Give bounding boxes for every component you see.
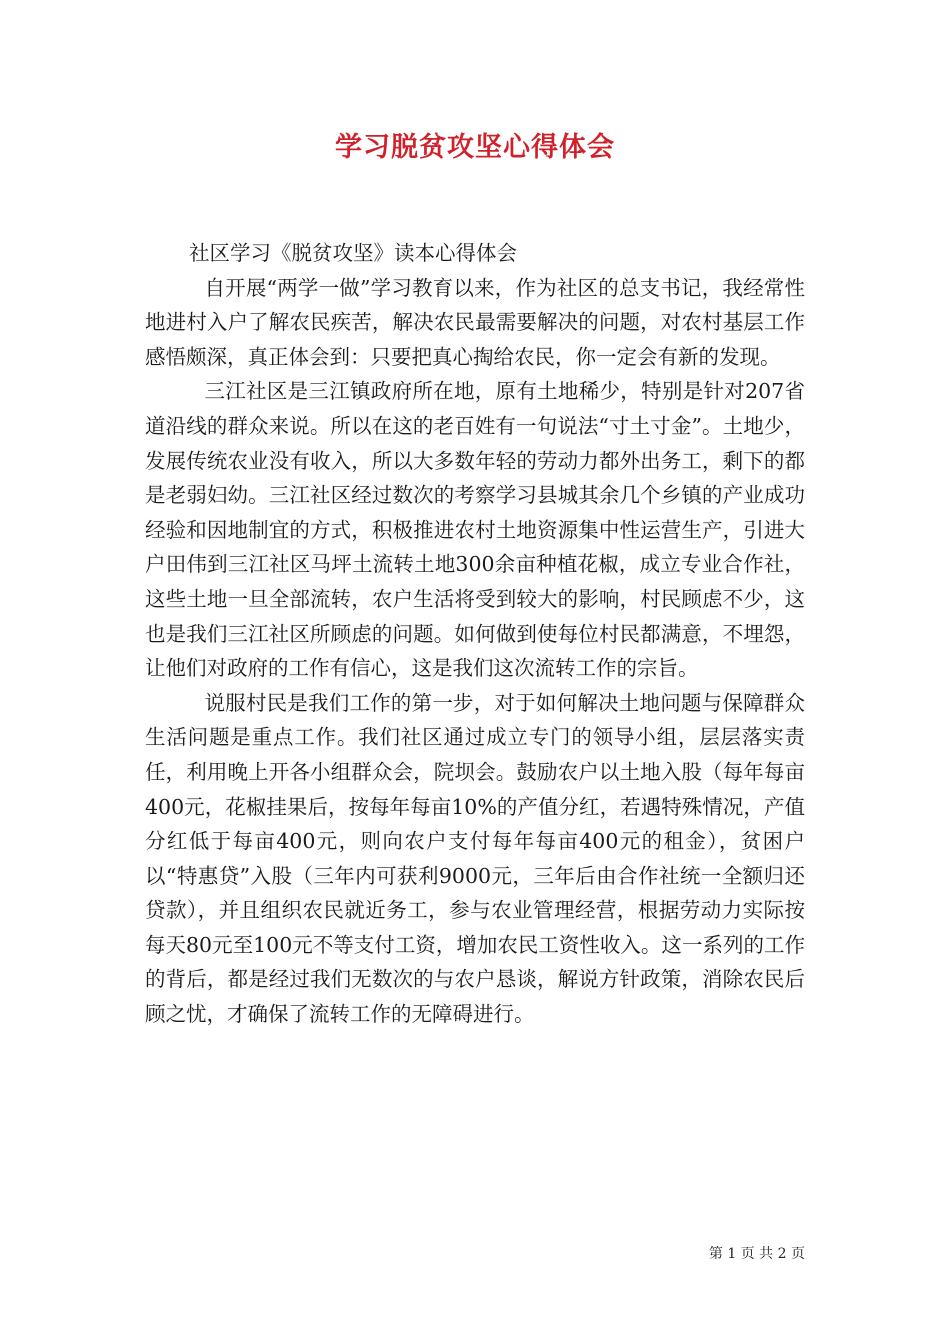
- document-subtitle: 社区学习《脱贫攻坚》读本心得体会: [189, 241, 517, 265]
- document-body: [145, 236, 805, 1032]
- paragraph-3: 说服村民是我们工作的第一步，对于如何解决土地问题与保障群众生活问题是重点工作。我们社区通过成立专门的领导小组，层层落实责任，利用晚上开各小组群众会，院坝会。鼓励农户以土地入股（每年每亩400元，花椒挂果后，按每年每亩10%的产值分红，若遇特殊情况，产值分红低于每亩400元，则向农户支付每年每亩400元的租金），贫困户以“特惠贷”入股（三年内可获利9000元，三年后由合作社统一全额归还贷款），并且组织农民就近务工，参与农业管理经营，根据劳动力实际按每天80元至100元不等支付工资，增加农民工资性收入。这一系列的工作的背后，都是经过我们无数次的与农户恳谈，解说方针政策，消除农民后顾之忧，才确保了流转工作的无障碍进行。: [145, 690, 805, 1027]
- document-title: 学习脱贫攻坚心得体会: [335, 132, 615, 163]
- paragraph-1: 自开展“两学一做”学习教育以来，作为社区的总支书记，我经常性地进村入户了解农民疾苦，解决农民最需要解决的问题，对农村基层工作感悟颇深，真正体会到：只要把真心掏给农民，你一定会有新的发现。: [145, 275, 805, 369]
- page-number: 第 1 页 共 2 页: [708, 1246, 805, 1262]
- paragraph-2: 三江社区是三江镇政府所在地，原有土地稀少，特别是针对207省道沿线的群众来说。所以在这的老百姓有一句说法“寸土寸金”。土地少，发展传统农业没有收入，所以大多数年轻的劳动力都外出务工，剩下的都是老弱妇幼。三江社区经过数次的考察学习县城其余几个乡镇的产业成功经验和因地制宜的方式，积极推进农村土地资源集中性运营生产，引进大户田伟到三江社区马坪土流转土地300余亩种植花椒，成立专业合作社，这些土地一旦全部流转，农户生活将受到较大的影响，村民顾虑不少，这也是我们三江社区所顾虑的问题。如何做到使每位村民都满意，不埋怨，让他们对政府的工作有信心，这是我们这次流转工作的宗旨。: [145, 379, 805, 681]
